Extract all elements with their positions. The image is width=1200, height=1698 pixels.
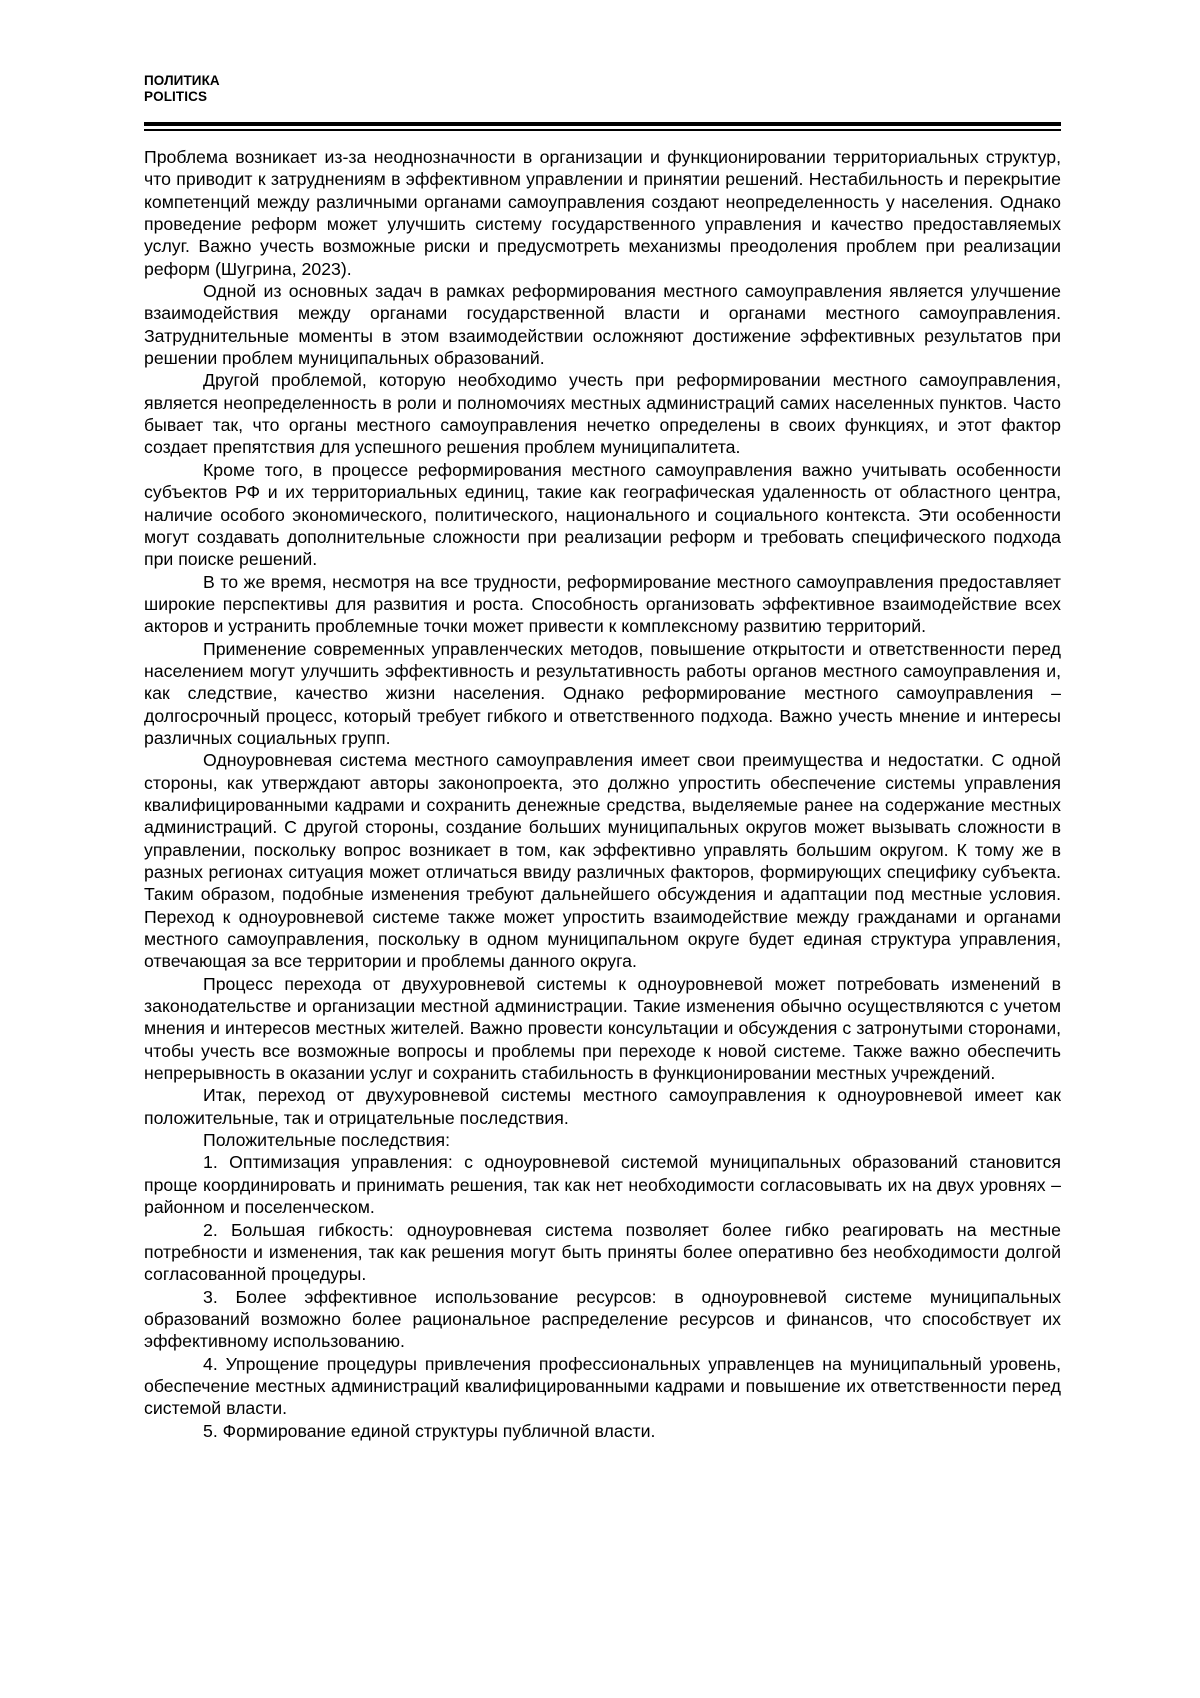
header-rule-thin (144, 129, 1061, 131)
list-item: 1. Оптимизация управления: с одноуровневой системой муниципальных образований становится проще координировать и принимать решения, так как нет необходимости согласовывать их на двух уровнях – районном и поселенческом. (144, 1152, 1061, 1218)
article-body (144, 146, 1061, 1442)
paragraph: Итак, переход от двухуровневой системы местного самоуправления к одноуровневой имеет как положительные, так и отрицательные последствия. (144, 1085, 1061, 1128)
section-title-ru: ПОЛИТИКА (144, 73, 220, 88)
paragraph: В то же время, несмотря на все трудности, реформирование местного самоуправления предоставляет широкие перспективы для развития и роста. Способность организовать эффективное взаимодействие всех акторов и устранить проблемные точки может привести к комплексному развитию территорий. (144, 571, 1061, 637)
paragraph: Применение современных управленческих методов, повышение открытости и ответственности перед населением могут улучшить эффективность и результативность работы органов местного самоуправления и, как следствие, качество жизни населения. Однако реформирование местного самоуправления – долгосрочный процесс, который требует гибкого и ответственного подхода. Важно учесть мнение и интересы различных социальных групп. (144, 638, 1061, 748)
list-item: 2. Большая гибкость: одноуровневая система позволяет более гибко реагировать на местные потребности и изменения, так как решения могут быть приняты более оперативно без необходимости долгой согласованной процедуры. (144, 1219, 1061, 1285)
list-item: 3. Более эффективное использование ресурсов: в одноуровневой системе муниципальных образований возможно более рациональное распределение ресурсов и финансов, что способствует их эффективному использованию. (144, 1286, 1061, 1352)
list-item: 5. Формирование единой структуры публичной власти. (203, 1420, 656, 1441)
list-heading: Положительные последствия: (203, 1130, 451, 1151)
list-item: 4. Упрощение процедуры привлечения профессиональных управленцев на муниципальный уровень, обеспечение местных администраций квалифицированными кадрами и повышение их ответственности перед системой власти. (144, 1353, 1061, 1419)
header-rule-thick (144, 122, 1061, 126)
paragraph: Процесс перехода от двухуровневой системы к одноуровневой может потребовать изменений в законодательстве и организации местной администрации. Такие изменения обычно осуществляются с учетом мнения и интересов местных жителей. Важно провести консультации и обсуждения с затронутыми сторонами, чтобы учесть все возможные вопросы и проблемы при переходе к новой системе. Также важно обеспечить непрерывность в оказании услуг и сохранить стабильность в функционировании местных учреждений. (144, 973, 1061, 1084)
paragraph: Одной из основных задач в рамках реформирования местного самоуправления является улучшение взаимодействия между органами государственной власти и органами местного самоуправления. Затруднительные моменты в этом взаимодействии осложняют достижение эффективных результатов при решении проблем муниципальных образований. (144, 281, 1061, 369)
paragraph: Одноуровневая система местного самоуправления имеет свои преимущества и недостатки. С одной стороны, как утверждают авторы законопроекта, это должно упростить обеспечение системы управления квалифицированными кадрами и сохранить денежные средства, выделяемые ранее на содержание местных администраций. С другой стороны, создание больших муниципальных округов может вызывать сложности в управлении, поскольку вопрос возникает в том, как эффективно управлять большим округом. К тому же в разных регионах ситуация может отличаться ввиду различных факторов, формирующих специфику субъекта. Таким образом, подобные изменения требуют дальнейшего обсуждения и адаптации под местные условия. Переход к одноуровневой системе также может упростить взаимодействие между гражданами и органами местного самоуправления, поскольку в одном муниципальном округе будет единая структура управления, отвечающая за все территории и проблемы данного округа. (144, 750, 1061, 972)
section-title-en: POLITICS (144, 89, 208, 104)
running-head (144, 73, 220, 105)
paragraph: Кроме того, в процессе реформирования местного самоуправления важно учитывать особенности субъектов РФ и их территориальных единиц, такие как географическая удаленность от областного центра, наличие особого экономического, политического, национального и социального контекста. Эти особенности могут создавать дополнительные сложности при реализации реформ и требовать специфического подхода при поиске решений. (144, 459, 1061, 570)
paragraph: Другой проблемой, которую необходимо учесть при реформировании местного самоуправления, является неопределенность в роли и полномочиях местных администраций самих населенных пунктов. Часто бывает так, что органы местного самоуправления нечетко определены в своих функциях, и этот фактор создает препятствия для успешного решения проблем муниципалитета. (144, 370, 1061, 458)
paragraph: Проблема возникает из-за неоднозначности в организации и функционировании территориальных структур, что приводит к затруднениям в эффективном управлении и принятии решений. Нестабильность и перекрытие компетенций между различными органами самоуправления создают неопределенность у населения. Однако проведение реформ может улучшить систему государственного управления и качество предоставляемых услуг. Важно учесть возможные риски и предусмотреть механизмы преодоления проблем при реализации реформ (Шугрина, 2023). (144, 147, 1061, 279)
